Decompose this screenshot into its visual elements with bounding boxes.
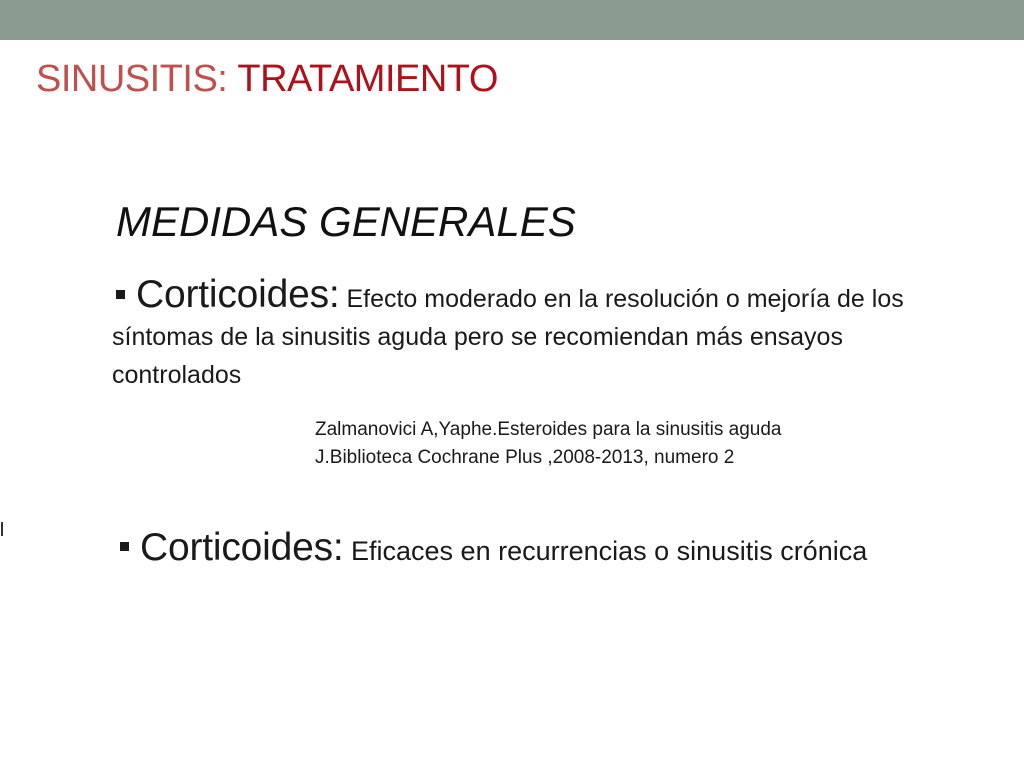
slide-title: [36, 57, 498, 101]
bullet-corticoides-acute: [112, 273, 942, 394]
square-bullet-icon: [120, 542, 129, 551]
bullet-text: Eficaces en recurrencias o sinusitis crónica: [343, 536, 868, 566]
bullet-lead: Corticoides:: [140, 526, 344, 569]
citation-line-1: Zalmanovici A,Yaphe.Esteroides para la sinusitis aguda: [315, 419, 782, 440]
section-subheading: MEDIDAS GENERALES: [116, 198, 576, 245]
bullet-lead: Corticoides:: [136, 273, 340, 316]
square-bullet-icon: [116, 290, 125, 299]
bullet-corticoides-chronic: [120, 528, 950, 571]
citation-line-2: J.Biblioteca Cochrane Plus ,2008-2013, numero 2: [315, 447, 735, 468]
bullet-text: Efecto moderado en la resolución o mejoría de los síntomas de la sinusitis aguda pero se recomiendan más ensayos controlados: [112, 285, 904, 389]
top-accent-bar: [0, 0, 1024, 40]
edge-marker: [1, 522, 3, 536]
title-topic: SINUSITIS:: [36, 58, 228, 100]
citation: [315, 416, 995, 472]
title-section: TRATAMIENTO: [237, 58, 498, 100]
